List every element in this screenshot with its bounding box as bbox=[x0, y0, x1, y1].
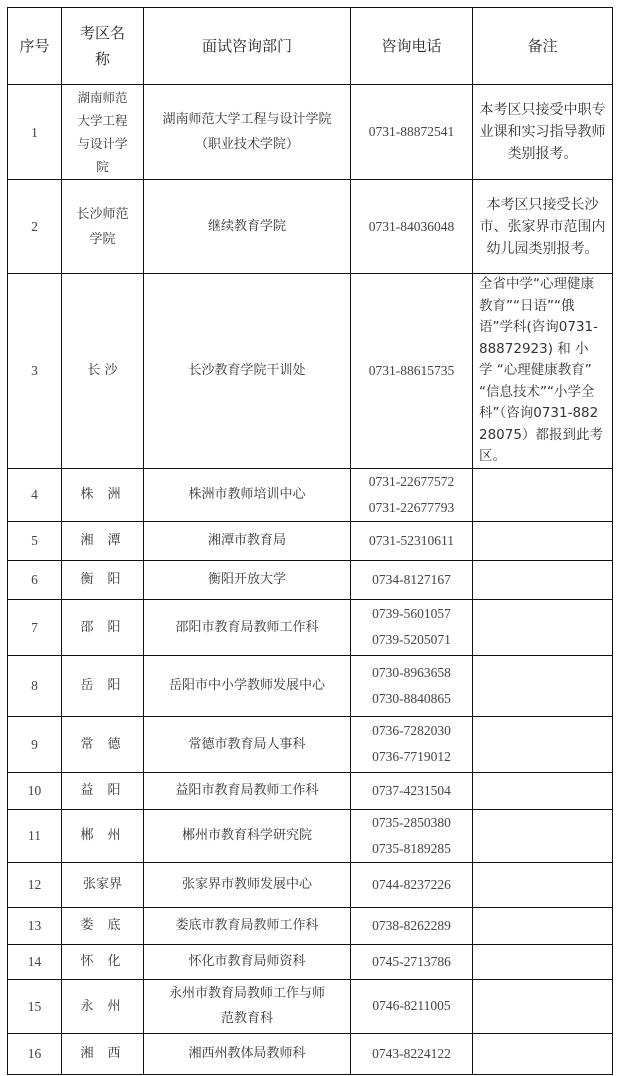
table-row bbox=[8, 716, 613, 772]
table-row bbox=[8, 468, 613, 521]
phone-number: 0730-8963658 bbox=[372, 664, 451, 680]
consult-department: 常德市教育局人事科 bbox=[144, 716, 351, 772]
consult-phone bbox=[351, 599, 473, 655]
consult-department: 湘潭市教育局 bbox=[144, 521, 351, 560]
consult-phone bbox=[351, 907, 473, 944]
remark: 本考区只接受中职专业课和实习指导教师类别报考。 bbox=[473, 85, 613, 180]
remark: 本考区只接受长沙市、张家界市范围内幼儿园类别报考。 bbox=[473, 180, 613, 274]
table-row bbox=[8, 1033, 613, 1074]
table-row bbox=[8, 274, 613, 469]
row-number: 4 bbox=[8, 468, 62, 521]
consult-phone bbox=[351, 862, 473, 907]
table-row bbox=[8, 979, 613, 1033]
consult-phone bbox=[351, 180, 473, 274]
consult-phone bbox=[351, 521, 473, 560]
consult-department: 湖南师范大学工程与设计学院（职业技术学院） bbox=[144, 85, 351, 180]
phone-number: 0731-88615735 bbox=[368, 362, 455, 378]
exam-area-name: 湘潭 bbox=[62, 521, 144, 560]
phone-number: 0736-7719012 bbox=[372, 749, 451, 764]
remark bbox=[473, 772, 613, 809]
exam-area-name: 岳阳 bbox=[62, 655, 144, 716]
consult-phone bbox=[351, 468, 473, 521]
consult-department: 继续教育学院 bbox=[144, 180, 351, 274]
row-number: 13 bbox=[8, 907, 62, 944]
table-row bbox=[8, 907, 613, 944]
table-row bbox=[8, 809, 613, 862]
consult-phone bbox=[351, 655, 473, 716]
consult-department: 娄底市教育局教师工作科 bbox=[144, 907, 351, 944]
phone-number: 0735-2850380 bbox=[372, 814, 451, 830]
row-number: 1 bbox=[8, 85, 62, 180]
phone-number: 0731-52310611 bbox=[369, 532, 454, 548]
consult-department: 永州市教育局教师工作与师范教育科 bbox=[144, 979, 351, 1033]
row-number: 5 bbox=[8, 521, 62, 560]
table-row bbox=[8, 862, 613, 907]
remark bbox=[473, 1033, 613, 1074]
remark bbox=[473, 468, 613, 521]
consult-phone bbox=[351, 979, 473, 1033]
exam-area-name: 郴州 bbox=[62, 809, 144, 862]
exam-area-name: 湘西 bbox=[62, 1033, 144, 1074]
phone-number: 0735-8189285 bbox=[372, 840, 451, 856]
header-phone: 咨询电话 bbox=[351, 8, 473, 85]
remark bbox=[473, 655, 613, 716]
exam-area-name: 邵阳 bbox=[62, 599, 144, 655]
exam-area-name: 衡阳 bbox=[62, 560, 144, 599]
phone-number: 0731-88872541 bbox=[368, 124, 455, 139]
remark bbox=[473, 599, 613, 655]
phone-number: 0744-8237226 bbox=[372, 876, 451, 892]
row-number: 3 bbox=[8, 274, 62, 469]
phone-number: 0731-84036048 bbox=[368, 218, 455, 234]
consult-phone bbox=[351, 560, 473, 599]
consult-phone bbox=[351, 944, 473, 979]
table-header-row bbox=[8, 8, 613, 85]
remark: 全省中学“心理健康教育”“日语”“俄语”学科(咨询0731-88872923) 和 小 学 “心理健康教育” “信息技术”“小学全科”（咨询0731-88228075）都报到此考区。 bbox=[473, 274, 613, 469]
exam-area-name: 湖南师范大学工程与设计学院 bbox=[62, 85, 144, 180]
consult-department: 湘西州教体局教师科 bbox=[144, 1033, 351, 1074]
consult-department: 怀化市教育局师资科 bbox=[144, 944, 351, 979]
remark bbox=[473, 979, 613, 1033]
row-number: 16 bbox=[8, 1033, 62, 1074]
consult-phone bbox=[351, 809, 473, 862]
remark bbox=[473, 944, 613, 979]
header-note: 备注 bbox=[473, 8, 613, 85]
consult-department: 岳阳市中小学教师发展中心 bbox=[144, 655, 351, 716]
consult-department: 张家界市教师发展中心 bbox=[144, 862, 351, 907]
table-row bbox=[8, 655, 613, 716]
row-number: 9 bbox=[8, 716, 62, 772]
row-number: 2 bbox=[8, 180, 62, 274]
row-number: 15 bbox=[8, 979, 62, 1033]
phone-number: 0738-8262289 bbox=[372, 917, 451, 933]
table-row bbox=[8, 521, 613, 560]
consult-phone bbox=[351, 85, 473, 180]
exam-area-name: 怀化 bbox=[62, 944, 144, 979]
row-number: 8 bbox=[8, 655, 62, 716]
consult-department: 邵阳市教育局教师工作科 bbox=[144, 599, 351, 655]
header-area: 考区名称 bbox=[62, 8, 144, 85]
consult-phone bbox=[351, 1033, 473, 1074]
interview-contact-table bbox=[7, 7, 613, 1075]
phone-number: 0739-5205071 bbox=[372, 632, 451, 647]
phone-number: 0746-8211005 bbox=[372, 998, 451, 1013]
phone-number: 0745-2713786 bbox=[372, 953, 451, 969]
phone-number: 0730-8840865 bbox=[372, 690, 451, 706]
consult-phone bbox=[351, 716, 473, 772]
table-row bbox=[8, 599, 613, 655]
phone-number: 0734-8127167 bbox=[372, 571, 451, 587]
table-row bbox=[8, 180, 613, 274]
row-number: 6 bbox=[8, 560, 62, 599]
row-number: 10 bbox=[8, 772, 62, 809]
exam-area-name: 长沙师范学院 bbox=[62, 180, 144, 274]
header-dept: 面试咨询部门 bbox=[144, 8, 351, 85]
table-row bbox=[8, 944, 613, 979]
exam-area-name: 永州 bbox=[62, 979, 144, 1033]
remark bbox=[473, 521, 613, 560]
row-number: 11 bbox=[8, 809, 62, 862]
remark bbox=[473, 809, 613, 862]
remark bbox=[473, 862, 613, 907]
consult-department: 衡阳开放大学 bbox=[144, 560, 351, 599]
row-number: 7 bbox=[8, 599, 62, 655]
row-number: 12 bbox=[8, 862, 62, 907]
remark bbox=[473, 716, 613, 772]
remark bbox=[473, 560, 613, 599]
exam-area-name: 张家界 bbox=[62, 862, 144, 907]
consult-department: 益阳市教育局教师工作科 bbox=[144, 772, 351, 809]
consult-phone bbox=[351, 772, 473, 809]
exam-area-name: 长 沙 bbox=[62, 274, 144, 469]
phone-number: 0731-22677793 bbox=[368, 499, 455, 515]
consult-department: 长沙教育学院干训处 bbox=[144, 274, 351, 469]
phone-number: 0739-5601057 bbox=[372, 606, 451, 621]
consult-department: 株洲市教师培训中心 bbox=[144, 468, 351, 521]
phone-number: 0731-22677572 bbox=[368, 473, 455, 489]
phone-number: 0737-4231504 bbox=[372, 782, 451, 798]
exam-area-name: 常德 bbox=[62, 716, 144, 772]
exam-area-name: 娄底 bbox=[62, 907, 144, 944]
exam-area-name: 株洲 bbox=[62, 468, 144, 521]
header-no: 序号 bbox=[8, 8, 62, 85]
consult-department: 郴州市教育科学研究院 bbox=[144, 809, 351, 862]
table-row bbox=[8, 772, 613, 809]
phone-number: 0743-8224122 bbox=[372, 1045, 451, 1061]
remark bbox=[473, 907, 613, 944]
phone-number: 0736-7282030 bbox=[372, 723, 451, 738]
consult-phone bbox=[351, 274, 473, 469]
exam-area-name: 益阳 bbox=[62, 772, 144, 809]
row-number: 14 bbox=[8, 944, 62, 979]
table-row bbox=[8, 85, 613, 180]
table-row bbox=[8, 560, 613, 599]
